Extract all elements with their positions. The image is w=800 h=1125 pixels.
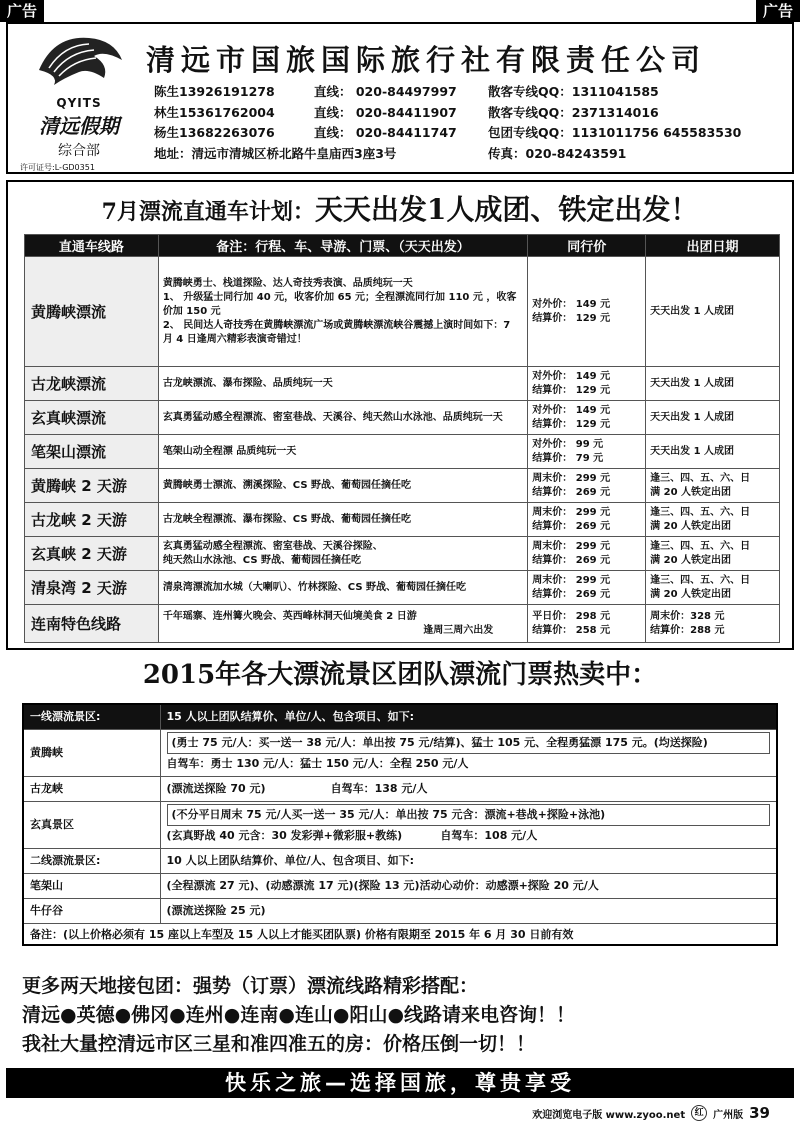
slogan-bar: 快乐之旅—选择国旅，尊贵享受 bbox=[6, 1068, 794, 1098]
route-name: 黄腾峡漂流 bbox=[25, 257, 159, 367]
table-row bbox=[24, 802, 776, 849]
page-footer bbox=[532, 1104, 770, 1122]
route-date: 天天出发 1 人成团 bbox=[646, 401, 780, 435]
ticket-detail bbox=[160, 802, 776, 849]
ticket-detail: (全程漂流 27 元)、(动感漂流 17 元)(探险 13 元)活动心动价：动感漂+探险 20 元/人 bbox=[160, 874, 776, 899]
footer-edition: 广州版 bbox=[713, 1109, 744, 1121]
route-price: 周末价： 299 元 结算价： 269 元 bbox=[528, 503, 646, 537]
ticket-line: (玄真野战 40 元含：30 发彩弹+微彩服+教练) 自驾车：108 元/人 bbox=[166, 829, 538, 842]
route-price: 平日价： 298 元 结算价： 258 元 bbox=[528, 605, 646, 643]
route-date: 逢三、四、五、六、日 满 20 人铁定出团 bbox=[646, 503, 780, 537]
ticket-detail: 10 人以上团队结算价、单位/人、包含项目、如下: bbox=[160, 849, 776, 874]
route-date: 周末价：328 元 结算价：288 元 bbox=[646, 605, 780, 643]
table-row bbox=[24, 777, 776, 802]
route-name: 玄真峡漂流 bbox=[25, 401, 159, 435]
ticket-detail: (漂流送探险 25 元) bbox=[160, 899, 776, 924]
route-price: 对外价： 149 元 结算价： 129 元 bbox=[528, 367, 646, 401]
route-name: 笔架山漂流 bbox=[25, 435, 159, 469]
route-name: 清泉湾 2 天游 bbox=[25, 571, 159, 605]
promo-block bbox=[22, 972, 792, 1059]
col-header: 备注：行程、车、导游、门票、（天天出发） bbox=[158, 235, 527, 257]
contact-person: 杨生13682263076 bbox=[154, 125, 275, 140]
address: 地址：清远市清城区桥北路牛皇庙西3座3号 bbox=[154, 145, 397, 161]
table-row bbox=[25, 605, 780, 643]
schedule-table bbox=[24, 234, 780, 643]
scenic-area: 牛仔谷 bbox=[24, 899, 160, 924]
table-row bbox=[24, 705, 776, 730]
col-header: 出团日期 bbox=[646, 235, 780, 257]
ticket-note: 备注：(以上价格必须有 15 座以上车型及 15 人以上才能买团队票) 价格有限期至 2015 年 6 月 30 日前有效 bbox=[30, 928, 574, 941]
ticket-detail: (漂流送探险 70 元) 自驾车：138 元/人 bbox=[160, 777, 776, 802]
route-price: 对外价： 149 元 结算价： 129 元 bbox=[528, 401, 646, 435]
table-row bbox=[24, 730, 776, 777]
section1-title bbox=[8, 188, 792, 228]
title-part-b: 天天出发1人成团、铁定出发！ bbox=[314, 193, 699, 226]
ticket-price-section bbox=[22, 703, 778, 946]
scenic-area: 二线漂流景区: bbox=[24, 849, 160, 874]
route-note: 玄真勇猛动感全程漂流、密室巷战、天溪谷探险、 纯天然山水泳池、CS 野战、葡萄园任摘任吃 bbox=[158, 537, 527, 571]
ticket-detail: 15 人以上团队结算价、单位/人、包含项目、如下: bbox=[160, 705, 776, 730]
ticket-line: (不分平日周末 75 元/人买一送一 35 元/人：单出按 75 元含：漂流+巷战+探险+泳池) bbox=[167, 804, 771, 826]
route-note: 清泉湾漂流加水城（大喇叭）、竹林探险、CS 野战、葡萄园任摘任吃 bbox=[158, 571, 527, 605]
route-date: 天天出发 1 人成团 bbox=[646, 257, 780, 367]
route-note-sub: 逢周三周六出发 bbox=[423, 624, 494, 636]
contact-line: 直线： 020-84497997 bbox=[314, 84, 457, 99]
contact-list bbox=[154, 82, 742, 164]
table-row bbox=[25, 503, 780, 537]
table-row bbox=[25, 367, 780, 401]
table-row bbox=[25, 537, 780, 571]
promo-line: 更多两天地接包团：强势（订票）漂流线路精彩搭配： bbox=[22, 975, 479, 997]
scenic-area: 玄真景区 bbox=[24, 802, 160, 849]
promo-line: 清远●英德●佛冈●连州●连南●连山●阳山●线路请来电咨询！！ bbox=[22, 1004, 576, 1026]
route-note: 古龙峡漂流、瀑布探险、品质纯玩一天 bbox=[158, 367, 527, 401]
table-row bbox=[25, 571, 780, 605]
agency-header bbox=[6, 22, 794, 174]
route-price: 周末价： 299 元 结算价： 269 元 bbox=[528, 469, 646, 503]
route-price: 周末价： 299 元 结算价： 269 元 bbox=[528, 571, 646, 605]
col-header: 直通车线路 bbox=[25, 235, 159, 257]
title-part-a: 7月漂流直通车计划： bbox=[101, 199, 315, 225]
ticket-table bbox=[24, 705, 776, 924]
table-row bbox=[24, 874, 776, 899]
route-price: 对外价： 149 元 结算价： 129 元 bbox=[528, 257, 646, 367]
ad-label-left: 广告 bbox=[0, 0, 44, 22]
scenic-area: 一线漂流景区: bbox=[24, 705, 160, 730]
route-name: 古龙峡 2 天游 bbox=[25, 503, 159, 537]
contact-row: 杨生13682263076 直线： 020-84411747 包团专线QQ：1131011756 645583530 bbox=[154, 123, 626, 144]
table-row bbox=[24, 849, 776, 874]
route-note: 黄腾峡勇士漂流、溯溪探险、CS 野战、葡萄园任摘任吃 bbox=[158, 469, 527, 503]
table-row bbox=[25, 401, 780, 435]
scenic-area: 古龙峡 bbox=[24, 777, 160, 802]
col-header: 同行价 bbox=[528, 235, 646, 257]
logo-sub: 综合部 bbox=[58, 143, 100, 159]
table-row bbox=[25, 435, 780, 469]
agency-logo bbox=[20, 30, 138, 170]
route-price: 对外价： 99 元 结算价： 79 元 bbox=[528, 435, 646, 469]
route-note-main: 千年瑶寨、连州篝火晚会、英西峰林洞天仙境美食 2 日游 bbox=[162, 610, 417, 622]
scenic-area: 笔架山 bbox=[24, 874, 160, 899]
license-number: 许可证号:L-GD0351 bbox=[20, 163, 95, 172]
edition-badge-icon: 红 bbox=[691, 1105, 707, 1121]
table-row bbox=[24, 899, 776, 924]
page-number: 39 bbox=[749, 1104, 770, 1122]
ticket-line: 自驾车：勇士 130 元/人：猛士 150 元/人：全程 250 元/人 bbox=[166, 757, 469, 770]
ticket-detail bbox=[160, 730, 776, 777]
contact-row: 陈生13926191278 直线： 020-84497997 散客专线QQ：1311041585 bbox=[154, 82, 626, 103]
section2-title: 2015年各大漂流景区团队漂流门票热卖中： bbox=[142, 660, 658, 690]
ad-label-right: 广告 bbox=[756, 0, 800, 22]
contact-person: 陈生13926191278 bbox=[154, 84, 275, 99]
address-row bbox=[154, 144, 626, 165]
route-note: 笔架山动全程漂 品质纯玩一天 bbox=[158, 435, 527, 469]
route-name: 黄腾峡 2 天游 bbox=[25, 469, 159, 503]
route-date: 逢三、四、五、六、日 满 20 人铁定出团 bbox=[646, 571, 780, 605]
route-name: 连南特色线路 bbox=[25, 605, 159, 643]
promo-line: 我社大量控清远市区三星和准四准五的房：价格压倒一切！！ bbox=[22, 1033, 536, 1055]
route-date: 逢三、四、五、六、日 满 20 人铁定出团 bbox=[646, 537, 780, 571]
table-row bbox=[25, 257, 780, 367]
route-name: 玄真峡 2 天游 bbox=[25, 537, 159, 571]
company-name: 清远市国旅国际旅行社有限责任公司 bbox=[146, 43, 707, 77]
bird-logo-icon bbox=[34, 30, 124, 90]
route-note: 黄腾峡勇士、栈道探险、达人奇技秀表演、品质纯玩一天 1、 升级猛士同行加 40 元，收客价加 65 元；全程漂流同行加 110 元 ，收客价加 150 元 2、 民间达人奇技秀在黄腾峡漂流广场或黄腾峡漂流峡谷震撼上演时间如下：7 月 4 日逢周六精彩表演奇错过！ bbox=[158, 257, 527, 367]
route-note: 古龙峡全程漂流、瀑布探险、CS 野战、葡萄园任摘任吃 bbox=[158, 503, 527, 537]
contact-line: 直线： 020-84411747 bbox=[314, 125, 457, 140]
table-header bbox=[25, 235, 780, 257]
route-date: 天天出发 1 人成团 bbox=[646, 367, 780, 401]
route-date: 天天出发 1 人成团 bbox=[646, 435, 780, 469]
route-note: 玄真勇猛动感全程漂流、密室巷战、天溪谷、纯天然山水泳池、品质纯玩一天 bbox=[158, 401, 527, 435]
route-note bbox=[158, 605, 527, 643]
footer-site: 欢迎浏览电子版 www.zyoo.net bbox=[532, 1109, 686, 1121]
fax: 传真：020-84243591 bbox=[488, 145, 627, 161]
logo-cn: 清远假期 bbox=[39, 114, 119, 138]
route-price: 周末价： 299 元 结算价： 269 元 bbox=[528, 537, 646, 571]
route-date: 逢三、四、五、六、日 满 20 人铁定出团 bbox=[646, 469, 780, 503]
contact-row: 林生15361762004 直线： 020-84411907 散客专线QQ：2371314016 bbox=[154, 103, 626, 124]
contact-person: 林生15361762004 bbox=[154, 104, 275, 120]
table-row bbox=[25, 469, 780, 503]
rafting-schedule-section bbox=[6, 180, 794, 650]
logo-en: QYITS bbox=[56, 96, 102, 110]
route-name: 古龙峡漂流 bbox=[25, 367, 159, 401]
scenic-area: 黄腾峡 bbox=[24, 730, 160, 777]
contact-line: 直线： 020-84411907 bbox=[314, 104, 457, 120]
ticket-line: (勇士 75 元/人：买一送一 38 元/人：单出按 75 元/结算)、猛士 105 元、全程勇猛漂 175 元。(均送探险) bbox=[167, 732, 771, 754]
